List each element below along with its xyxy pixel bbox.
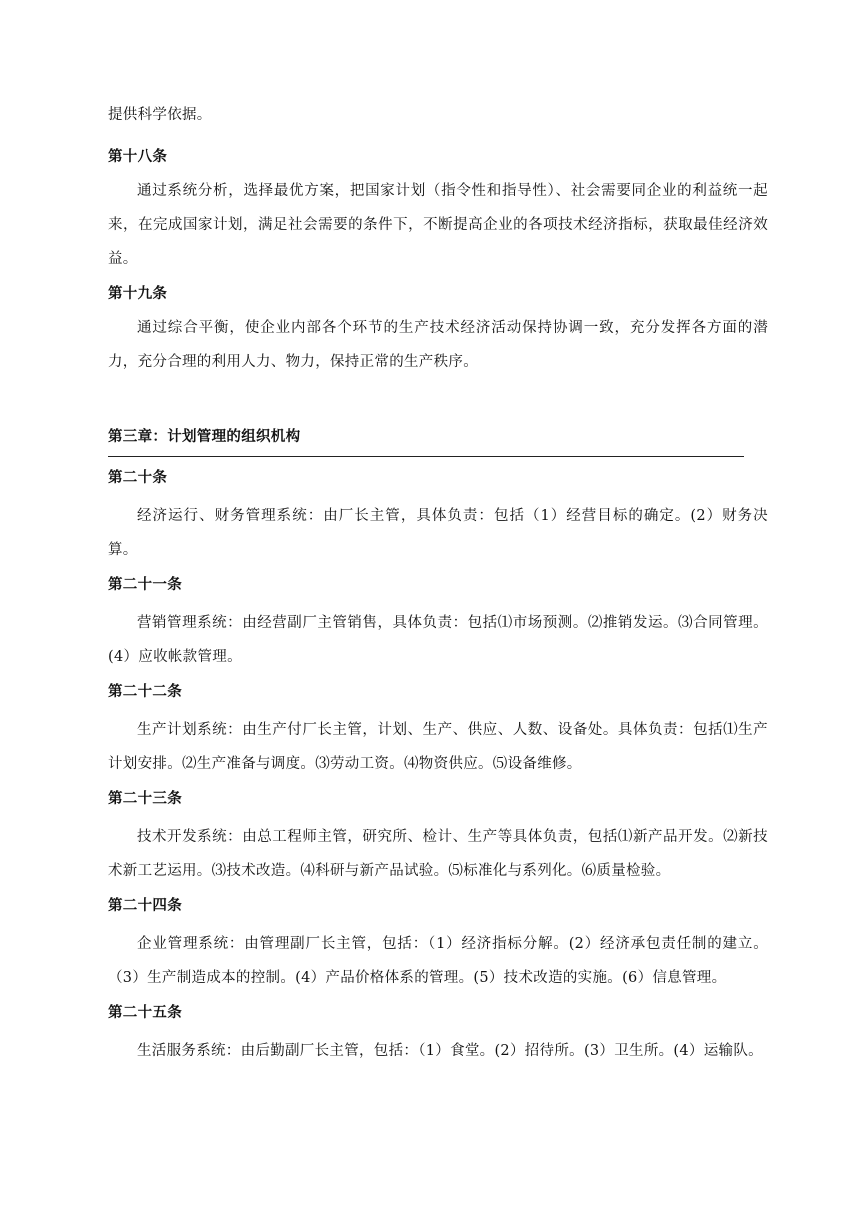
article-18-heading: 第十八条 (108, 149, 168, 165)
article-19-heading: 第十九条 (108, 286, 168, 302)
article-20-text: 经济运行、财务管理系统：由厂长主管，具体负责：包括（1）经营目标的确定。(2）财务决算。 (108, 508, 768, 558)
article-24-heading: 第二十四条 (108, 898, 182, 914)
article-23-text: 技术开发系统：由总工程师主管，研究所、检计、生产等具体负责，包括⑴新产品开发。⑵新技术新工艺运用。⑶技术改造。⑷科研与新产品试验。⑸标准化与系列化。⑹质量检验。 (108, 829, 768, 879)
chapter-divider (108, 456, 744, 457)
article-21-heading: 第二十一条 (108, 577, 182, 593)
article-25-heading: 第二十五条 (108, 1005, 182, 1021)
article-19-text: 通过综合平衡，使企业内部各个环节的生产技术经济活动保持协调一致，充分发挥各方面的潜力，充分合理的利用人力、物力，保持正常的生产秩序。 (108, 320, 768, 370)
chapter-title: 第三章：计划管理的组织机构 (108, 429, 301, 445)
article-25-text: 生活服务系统：由后勤副厂长主管，包括：（1）食堂。(2）招待所。(3）卫生所。(4）运输队。 (137, 1043, 763, 1059)
article-23-heading: 第二十三条 (108, 791, 182, 807)
continuation-paragraph: 提供科学依据。 (108, 107, 212, 123)
article-22-heading: 第二十二条 (108, 684, 182, 700)
article-20-heading: 第二十条 (108, 470, 168, 486)
article-21-text: 营销管理系统：由经营副厂主管销售，具体负责：包括⑴市场预测。⑵推销发运。⑶合同管理。(4）应收帐款管理。 (108, 615, 768, 665)
article-24-text: 企业管理系统：由管理副厂长主管，包括：（1）经济指标分解。(2）经济承包责任制的建立。（3）生产制造成本的控制。(4）产品价格体系的管理。(5）技术改造的实施。(6）信息管理。 (108, 936, 768, 986)
article-22-text: 生产计划系统：由生产付厂长主管，计划、生产、供应、人数、设备处。具体负责：包括⑴生产计划安排。⑵生产准备与调度。⑶劳动工资。⑷物资供应。⑸设备维修。 (108, 722, 768, 772)
article-18-text: 通过系统分析，选择最优方案，把国家计划（指令性和指导性）、社会需要同企业的利益统一起来，在完成国家计划，满足社会需要的条件下，不断提高企业的各项技术经济指标，获取最佳经济效益。 (108, 183, 768, 267)
